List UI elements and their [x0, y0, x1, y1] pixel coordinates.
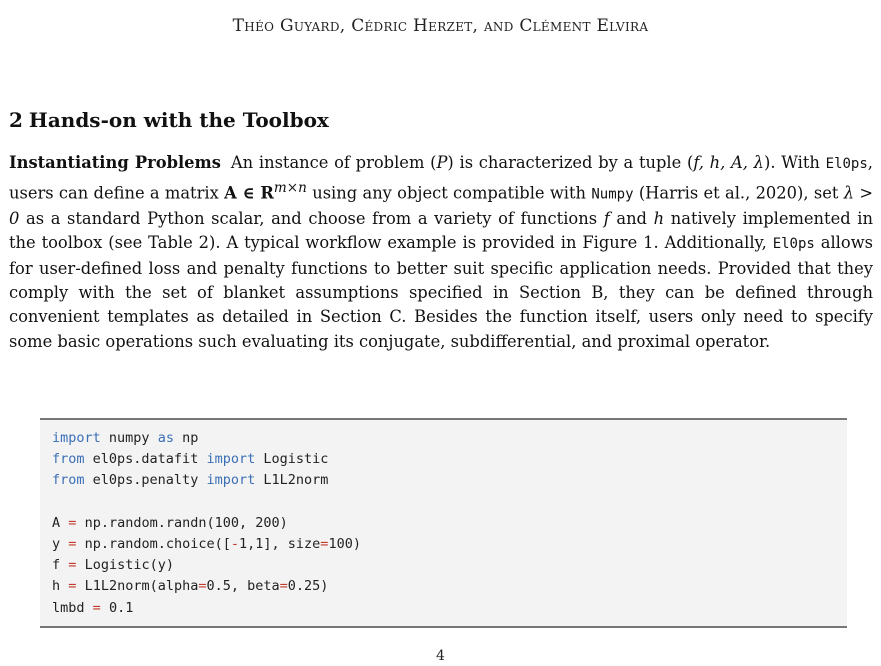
- text-span: An instance of problem (: [230, 153, 437, 172]
- code-operator: =: [68, 536, 77, 553]
- code-token: 100): [328, 536, 361, 553]
- code-token: y: [52, 536, 61, 553]
- code-token: 0.25): [287, 578, 329, 595]
- math-span: λ > 0: [9, 183, 873, 229]
- code-token: lmbd: [52, 599, 85, 616]
- code-operator: =: [320, 536, 329, 553]
- package-name: Numpy: [591, 186, 634, 203]
- code-keyword: import: [52, 430, 101, 446]
- text-span: natively implemented in the toolbox (see Table 2). A typical workflow example is provided in Figure 1. Additionally,: [9, 209, 873, 253]
- code-token: L1L2norm: [263, 472, 329, 489]
- code-keyword: as: [157, 430, 174, 446]
- code-listing: [40, 418, 847, 628]
- code-operator: =: [198, 578, 207, 595]
- code-token: L1L2norm(alpha: [84, 578, 199, 595]
- code-operator: =: [279, 578, 288, 595]
- section-title: Hands-on with the Toolbox: [28, 108, 329, 132]
- text-span: as a standard Python scalar, and choose from a variety of functions: [26, 209, 598, 229]
- code-operator: =: [68, 557, 77, 574]
- code-token: np: [182, 430, 199, 446]
- code-operator: -: [230, 536, 240, 553]
- package-name: El0ps: [825, 156, 868, 172]
- code-token: el0ps.datafit: [92, 451, 199, 468]
- code-keyword: import: [206, 472, 256, 489]
- math-span: f: [603, 209, 610, 229]
- code-operator: =: [68, 578, 77, 595]
- code-token: np.random.choice([: [84, 536, 231, 553]
- code-token: np.random.randn(100, 200): [84, 514, 288, 531]
- code-token: 0.1: [108, 599, 134, 616]
- text-span: using any object compatible with: [312, 183, 587, 203]
- math-span: m×n: [273, 180, 307, 197]
- text-span: ) is characterized by a tuple (: [447, 153, 694, 172]
- code-token: 1,1], size: [239, 536, 321, 553]
- code-token: f: [52, 557, 61, 574]
- code-token: el0ps.penalty: [92, 472, 199, 489]
- code-token: Logistic: [263, 451, 329, 468]
- code-token: h: [52, 578, 61, 595]
- math-span: A ∈ R: [224, 183, 274, 203]
- code-operator: =: [92, 599, 101, 616]
- math-span: h: [653, 209, 665, 229]
- code-token: 0.5, beta: [206, 578, 280, 595]
- code-keyword: import: [206, 451, 256, 468]
- code-token: A: [52, 514, 61, 531]
- paragraph-lead: Instantiating Problems: [9, 153, 221, 172]
- code-keyword: from: [52, 472, 85, 489]
- code-block: [52, 428, 361, 619]
- code-token: Logistic(y): [84, 557, 174, 574]
- text-span: With: [781, 153, 820, 172]
- math-span: f, h, A, λ: [693, 153, 764, 172]
- page-number: 4: [436, 648, 445, 664]
- section-number: 2: [9, 108, 23, 132]
- text-span: allows for user-defined loss and penalty functions to better suit specific application needs. Provided that they comply with the set of blanket assumptions specified in Section B, they can be defined through convenient templates as detailed in Section C. Besides the function itself, users only need to specify some basic operations such evaluating its conjugate, subdifferential, and proximal operator.: [9, 233, 873, 351]
- math-span: P: [436, 153, 448, 172]
- section-heading: [9, 108, 329, 132]
- code-keyword: from: [52, 451, 85, 468]
- body-paragraph: [9, 151, 873, 354]
- running-header: Théo Guyard, Cédric Herzet, and Clément Elvira: [232, 16, 649, 36]
- code-token: numpy: [108, 430, 150, 446]
- package-name: El0ps: [772, 236, 815, 253]
- code-operator: =: [68, 514, 77, 531]
- text-span: (Harris et al., 2020), set: [638, 183, 839, 203]
- text-span: and: [616, 209, 647, 229]
- text-span: ).: [763, 153, 776, 172]
- text-span: , users can define a matrix: [9, 153, 873, 203]
